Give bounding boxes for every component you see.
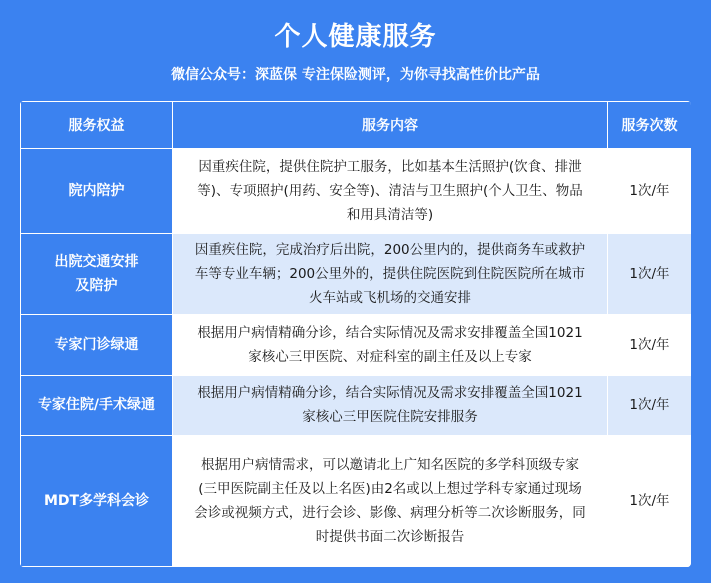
column-header-count: 服务次数 — [608, 102, 692, 149]
service-benefit-name — [21, 233, 173, 315]
service-benefit-name-line: MDT多学科会诊 — [43, 493, 150, 509]
service-content-line: 时提供书面二次诊断报告 — [315, 529, 465, 545]
table-row — [21, 315, 692, 375]
service-benefit-name-line: 专家门诊绿通 — [54, 336, 139, 353]
service-content — [173, 375, 608, 435]
service-content-line: 根据用户病情需求，可以邀请北上广知名医院的多学科顶级专家 — [201, 457, 579, 473]
page-subtitle: 微信公众号：深蓝保 专注保险测评，为你寻找高性价比产品 — [171, 67, 540, 83]
service-benefit-name — [21, 149, 173, 234]
service-benefit-name — [21, 436, 173, 567]
table-row — [21, 436, 692, 567]
service-benefit-name — [21, 315, 173, 375]
service-content-line: 会诊或视频方式，进行会诊、影像、病理分析等二次诊断服务，同 — [194, 505, 586, 521]
service-content-line: 家核心三甲医院、对症科室的副主任及以上专家 — [248, 348, 532, 365]
service-count: 1次/年 — [608, 315, 692, 375]
service-count: 1次/年 — [608, 436, 692, 567]
service-content — [173, 436, 608, 567]
service-content — [173, 149, 608, 234]
service-benefit-name — [21, 375, 173, 435]
service-content-line: 等)、专项照护(用药、安全等)、清洁与卫生照护(个人卫生、物品 — [197, 182, 583, 199]
table-row — [21, 149, 692, 234]
column-header-content: 服务内容 — [173, 102, 608, 149]
table-row — [21, 375, 692, 435]
table-header-row — [21, 102, 692, 149]
service-table-card — [20, 101, 691, 567]
table-row — [21, 233, 692, 315]
page-title: 个人健康服务 — [274, 22, 437, 52]
service-content-line: 根据用户病情精确分诊，结合实际情况及需求安排覆盖全国1021 — [197, 385, 583, 402]
service-count: 1次/年 — [608, 375, 692, 435]
service-content-line: 车等专业车辆；200公里外的，提供住院医院到住院医院所在城市 — [194, 265, 586, 282]
service-content — [173, 233, 608, 315]
service-count: 1次/年 — [608, 233, 692, 315]
service-content-line: (三甲医院副主任及以上名医)由2名或以上想过学科专家通过现场 — [198, 481, 582, 497]
service-content — [173, 315, 608, 375]
service-table — [20, 101, 691, 567]
service-content-line: 和用具清洁等) — [346, 206, 434, 223]
service-benefit-name-line: 专家住院/手术绿通 — [37, 397, 156, 414]
service-benefit-name-line: 及陪护 — [75, 277, 118, 294]
service-benefit-name-line: 出院交通安排 — [54, 253, 139, 270]
column-header-benefit: 服务权益 — [21, 102, 173, 149]
service-content-line: 因重疾住院，完成治疗后出院，200公里内的，提供商务车或救护 — [194, 241, 586, 258]
service-content-line: 火车站或飞机场的交通安排 — [309, 289, 471, 306]
service-content-line: 家核心三甲医院住院安排服务 — [302, 409, 478, 426]
service-benefit-name-line: 院内陪护 — [68, 182, 125, 199]
service-count: 1次/年 — [608, 149, 692, 234]
service-content-line: 因重疾住院，提供住院护工服务，比如基本生活照护(饮食、排泄 — [198, 158, 582, 175]
service-content-line: 根据用户病情精确分诊，结合实际情况及需求安排覆盖全国1021 — [197, 324, 583, 341]
